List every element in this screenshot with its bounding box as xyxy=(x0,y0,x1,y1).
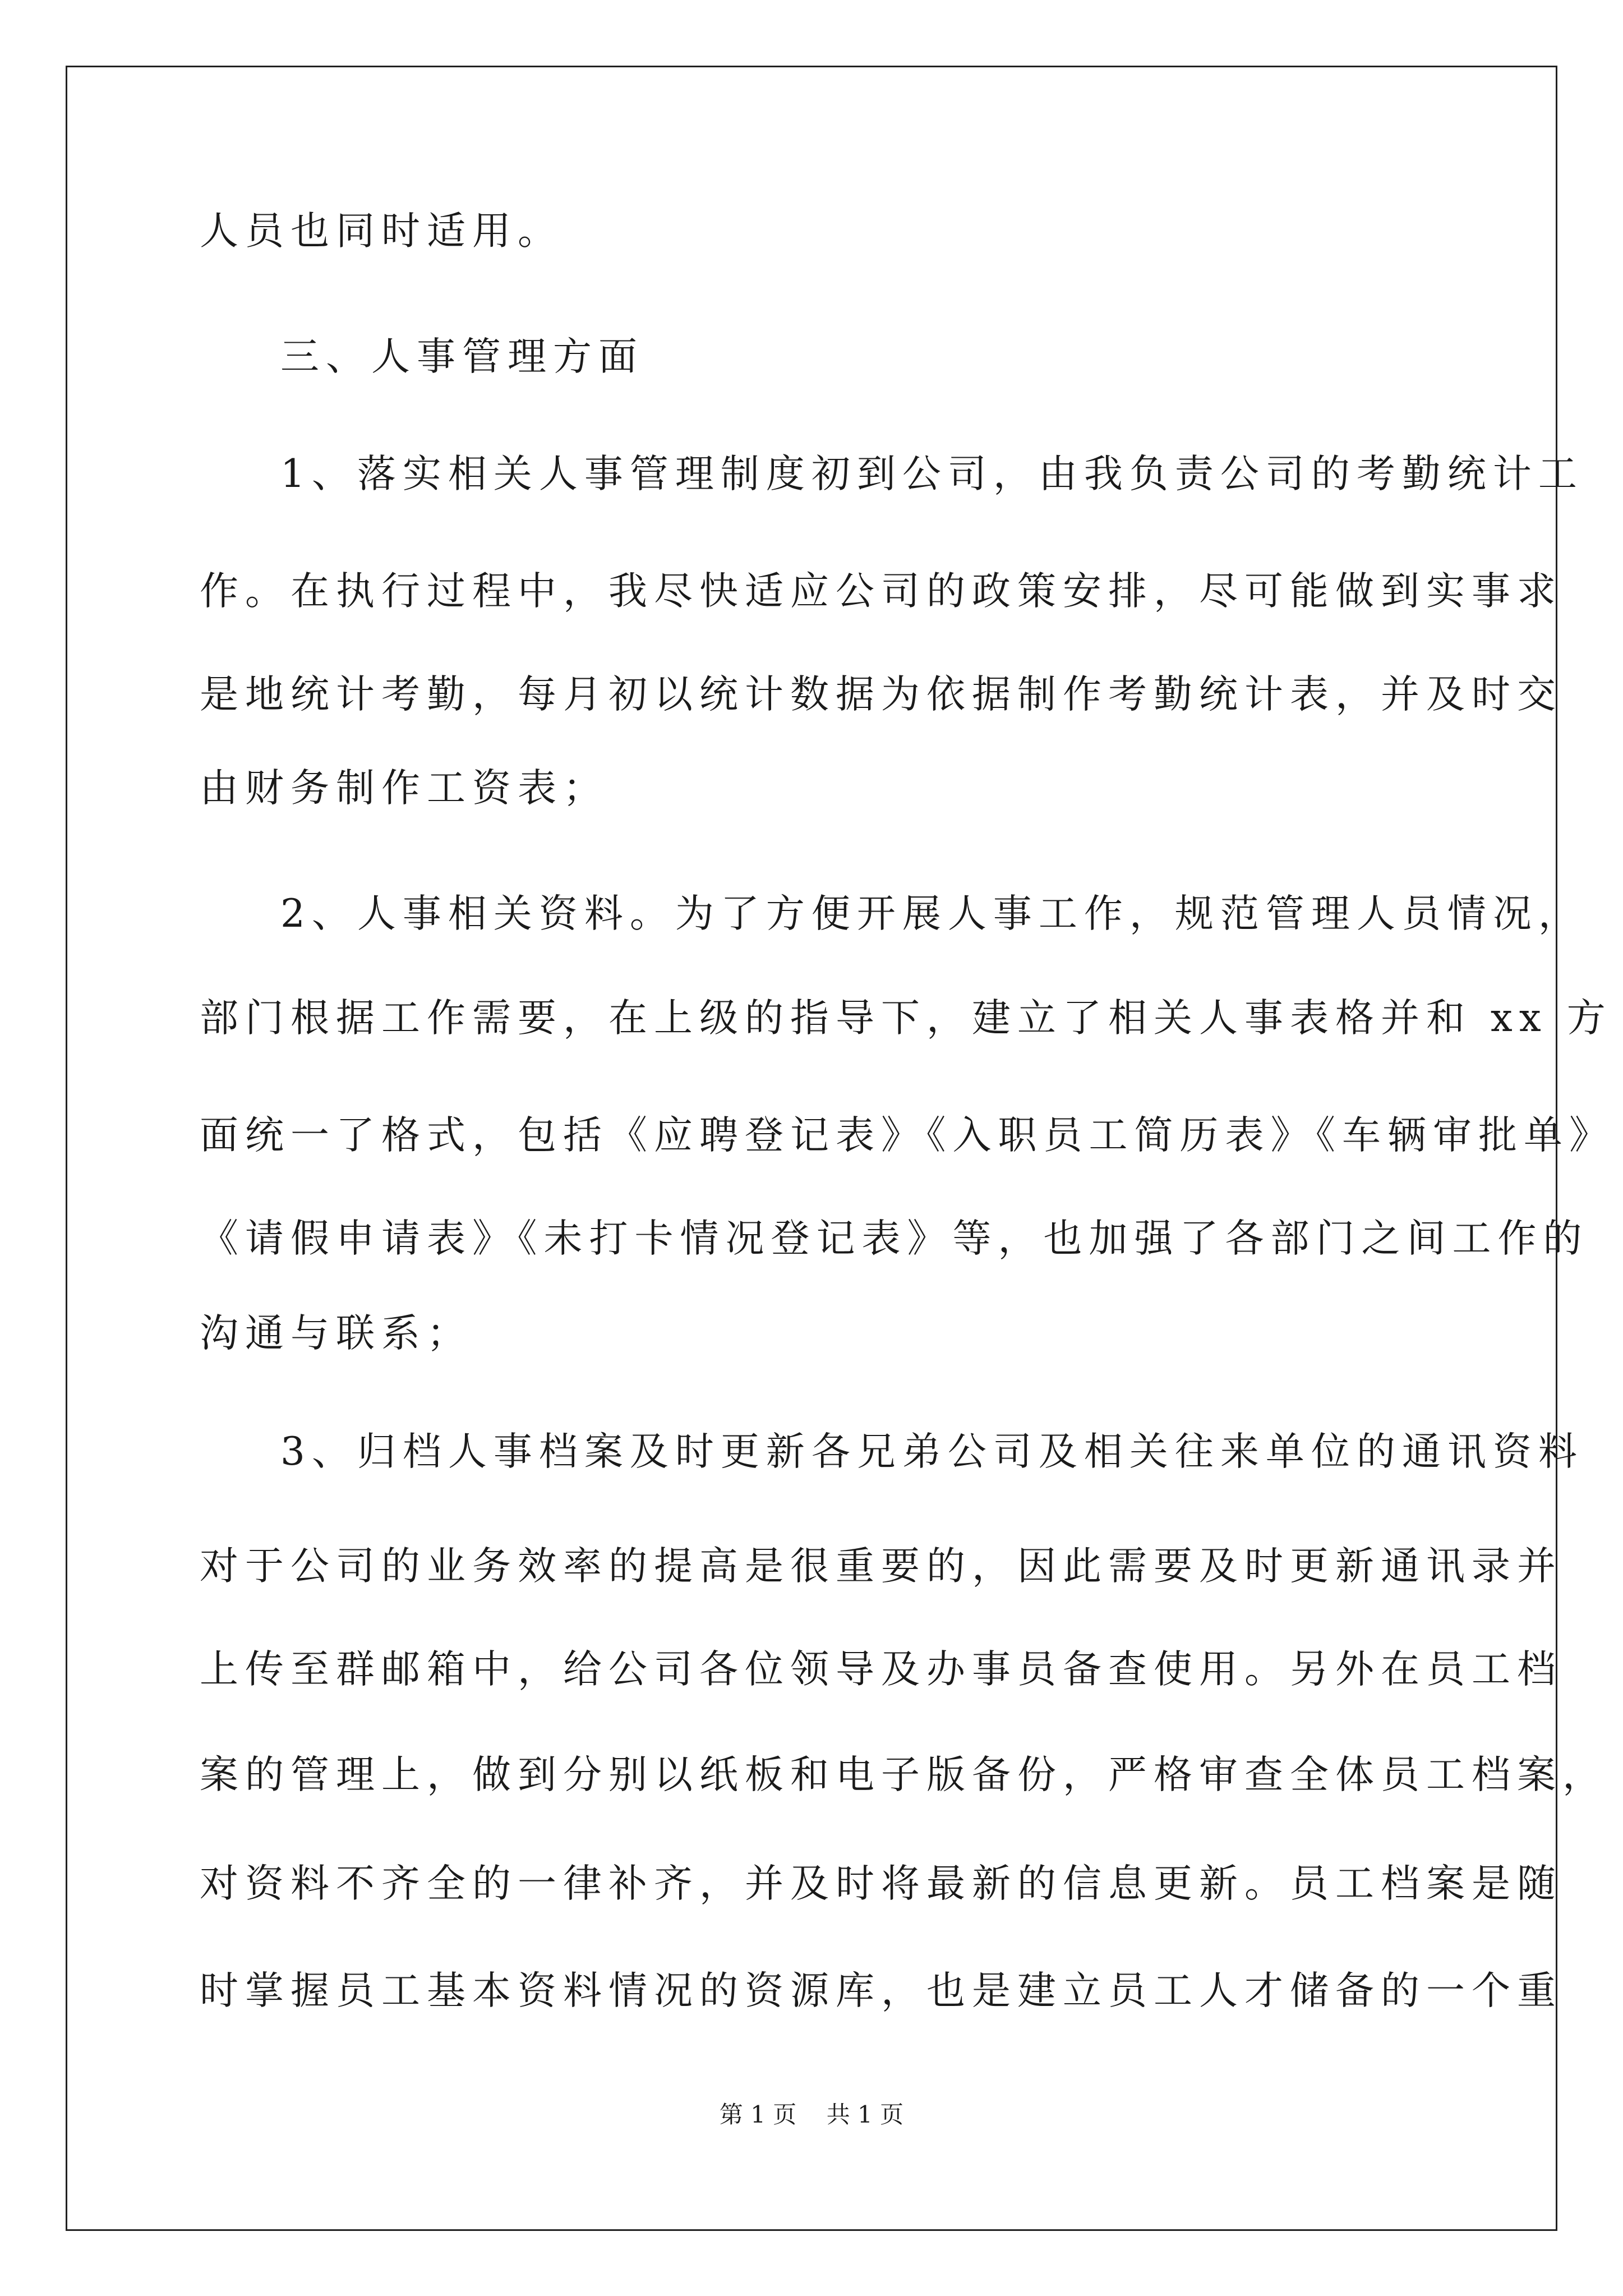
text-line: 2、人事相关资料。为了方便开展人事工作，规范管理人员情况， xyxy=(280,891,1584,936)
text-line: 1、落实相关人事管理制度初到公司，由我负责公司的考勤统计工 xyxy=(280,452,1584,496)
text-line: 3、归档人事档案及时更新各兄弟公司及相关往来单位的通讯资料 xyxy=(280,1429,1584,1474)
text-line: 作。在执行过程中，我尽快适应公司的政策安排，尽可能做到实事求 xyxy=(200,569,1562,614)
text-line: 时掌握员工基本资料情况的资源库，也是建立员工人才储备的一个重 xyxy=(200,1968,1562,2013)
text-line: 部门根据工作需要，在上级的指导下，建立了相关人事表格并和 xx 方 xyxy=(200,996,1612,1041)
page-number-footer: 第 1 页 共 1 页 xyxy=(719,2101,904,2128)
section-heading: 三、人事管理方面 xyxy=(280,334,644,379)
text-line: 是地统计考勤，每月初以统计数据为依据制作考勤统计表，并及时交 xyxy=(200,672,1562,717)
text-line: 面统一了格式，包括《应聘登记表》《入职员工简历表》《车辆审批单》 xyxy=(200,1113,1615,1158)
text-line: 沟通与联系； xyxy=(200,1311,472,1356)
text-line: 《请假申请表》《未打卡情况登记表》等，也加强了各部门之间工作的 xyxy=(200,1216,1589,1261)
text-line: 人员也同时适用。 xyxy=(200,209,563,254)
text-line: 上传至群邮箱中，给公司各位领导及办事员备查使用。另外在员工档 xyxy=(200,1647,1562,1692)
text-line: 案的管理上，做到分别以纸板和电子版备份，严格审查全体员工档案， xyxy=(200,1752,1608,1797)
text-line: 对于公司的业务效率的提高是很重要的，因此需要及时更新通讯录并 xyxy=(200,1544,1562,1589)
text-line: 对资料不齐全的一律补齐，并及时将最新的信息更新。员工档案是随 xyxy=(200,1861,1562,1906)
text-line: 由财务制作工资表； xyxy=(200,766,608,811)
